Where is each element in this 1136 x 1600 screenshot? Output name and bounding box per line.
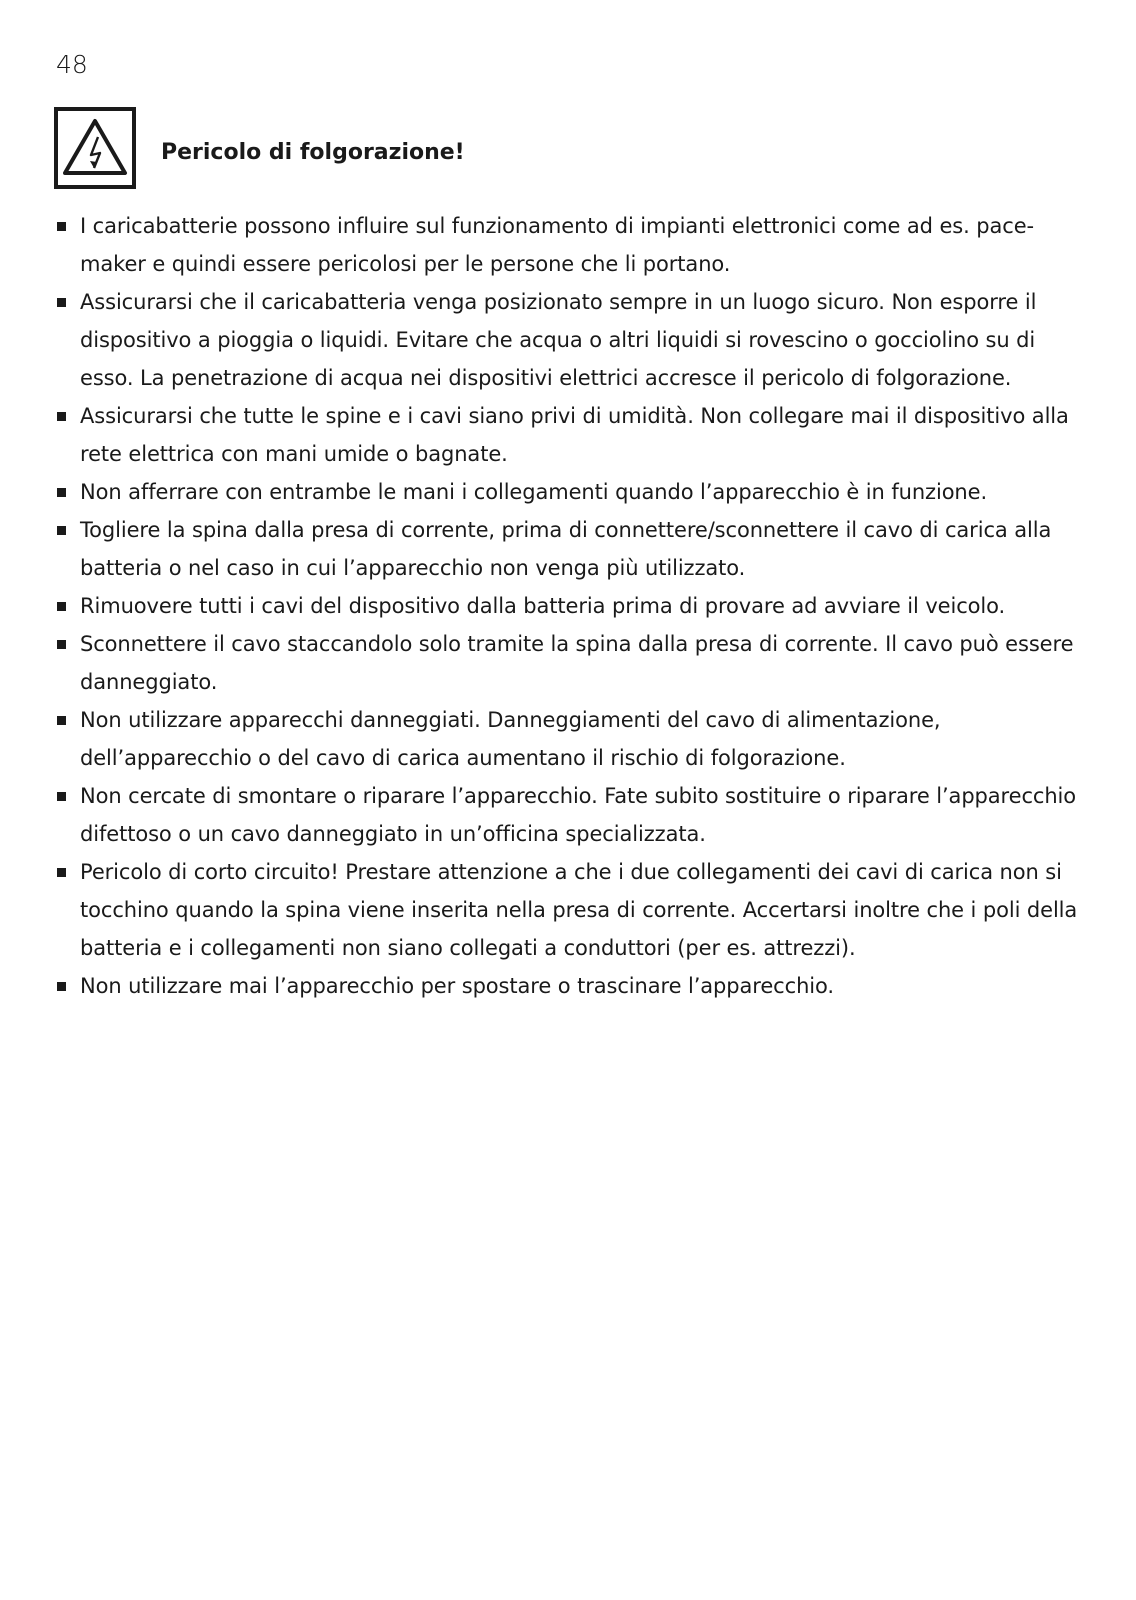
list-item-text: Togliere la spina dalla presa di corrente, prima di connettere/sconnettere il cavo di carica alla batteria o nel caso in cui l’apparecchio non venga più utilizzato. — [80, 518, 1052, 580]
electric-shock-warning-icon — [58, 111, 132, 185]
list-item — [56, 777, 1086, 853]
list-item — [56, 473, 1086, 511]
safety-instructions-list — [56, 207, 1086, 1005]
bullet-icon — [57, 982, 66, 991]
list-item — [56, 283, 1086, 397]
bullet-icon — [57, 222, 66, 231]
list-item — [56, 587, 1086, 625]
list-item — [56, 701, 1086, 777]
list-item — [56, 853, 1086, 967]
warning-title: Pericolo di folgorazione! — [161, 140, 465, 165]
bullet-icon — [57, 602, 66, 611]
bullet-icon — [57, 868, 66, 877]
bullet-icon — [57, 412, 66, 421]
page-number: 48 — [56, 50, 88, 79]
bullet-icon — [57, 526, 66, 535]
list-item-text: Assicurarsi che tutte le spine e i cavi siano privi di umidità. Non collegare mai il dispositivo alla rete elettrica con mani umide o bagnate. — [80, 404, 1069, 466]
list-item — [56, 625, 1086, 701]
list-item-text: Sconnettere il cavo staccandolo solo tramite la spina dalla presa di corrente. Il cavo può essere danneggiato. — [80, 632, 1074, 694]
bullet-icon — [57, 640, 66, 649]
list-item — [56, 397, 1086, 473]
list-item-text: Pericolo di corto circuito! Prestare attenzione a che i due collegamenti dei cavi di carica non si tocchino quando la spina viene inserita nella presa di corrente. Accertarsi inoltre che i poli della batteria e i collegamenti non siano collegati a conduttori (per es. attrezzi). — [80, 860, 1078, 960]
list-item-text: Non cercate di smontare o riparare l’apparecchio. Fate subito sostituire o riparare l’apparecchio difettoso o un cavo danneggiato in un’officina specializzata. — [80, 784, 1077, 846]
list-item-text: Non utilizzare apparecchi danneggiati. Danneggiamenti del cavo di alimentazione, dell’apparecchio o del cavo di carica aumentano il rischio di folgorazione. — [80, 708, 941, 770]
list-item — [56, 967, 1086, 1005]
warning-box — [54, 107, 136, 189]
list-item — [56, 511, 1086, 587]
list-item-text: I caricabatterie possono influire sul funzionamento di impianti elettronici come ad es. pace-maker e quindi essere pericolosi per le persone che li portano. — [80, 214, 1034, 276]
list-item-text: Non utilizzare mai l’apparecchio per spostare o trascinare l’apparecchio. — [80, 974, 834, 998]
bullet-icon — [57, 488, 66, 497]
list-item-text: Non afferrare con entrambe le mani i collegamenti quando l’apparecchio è in funzione. — [80, 480, 988, 504]
bullet-icon — [57, 716, 66, 725]
list-item-text: Assicurarsi che il caricabatteria venga posizionato sempre in un luogo sicuro. Non esporre il dispositivo a pioggia o liquidi. Evitare che acqua o altri liquidi si rovescino o gocciolino su di esso. La penetrazione di acqua nei dispositivi elettrici accresce il pericolo di folgorazione. — [80, 290, 1037, 390]
list-item-text: Rimuovere tutti i cavi del dispositivo dalla batteria prima di provare ad avviare il veicolo. — [80, 594, 1006, 618]
list-item — [56, 207, 1086, 283]
bullet-icon — [57, 298, 66, 307]
bullet-icon — [57, 792, 66, 801]
